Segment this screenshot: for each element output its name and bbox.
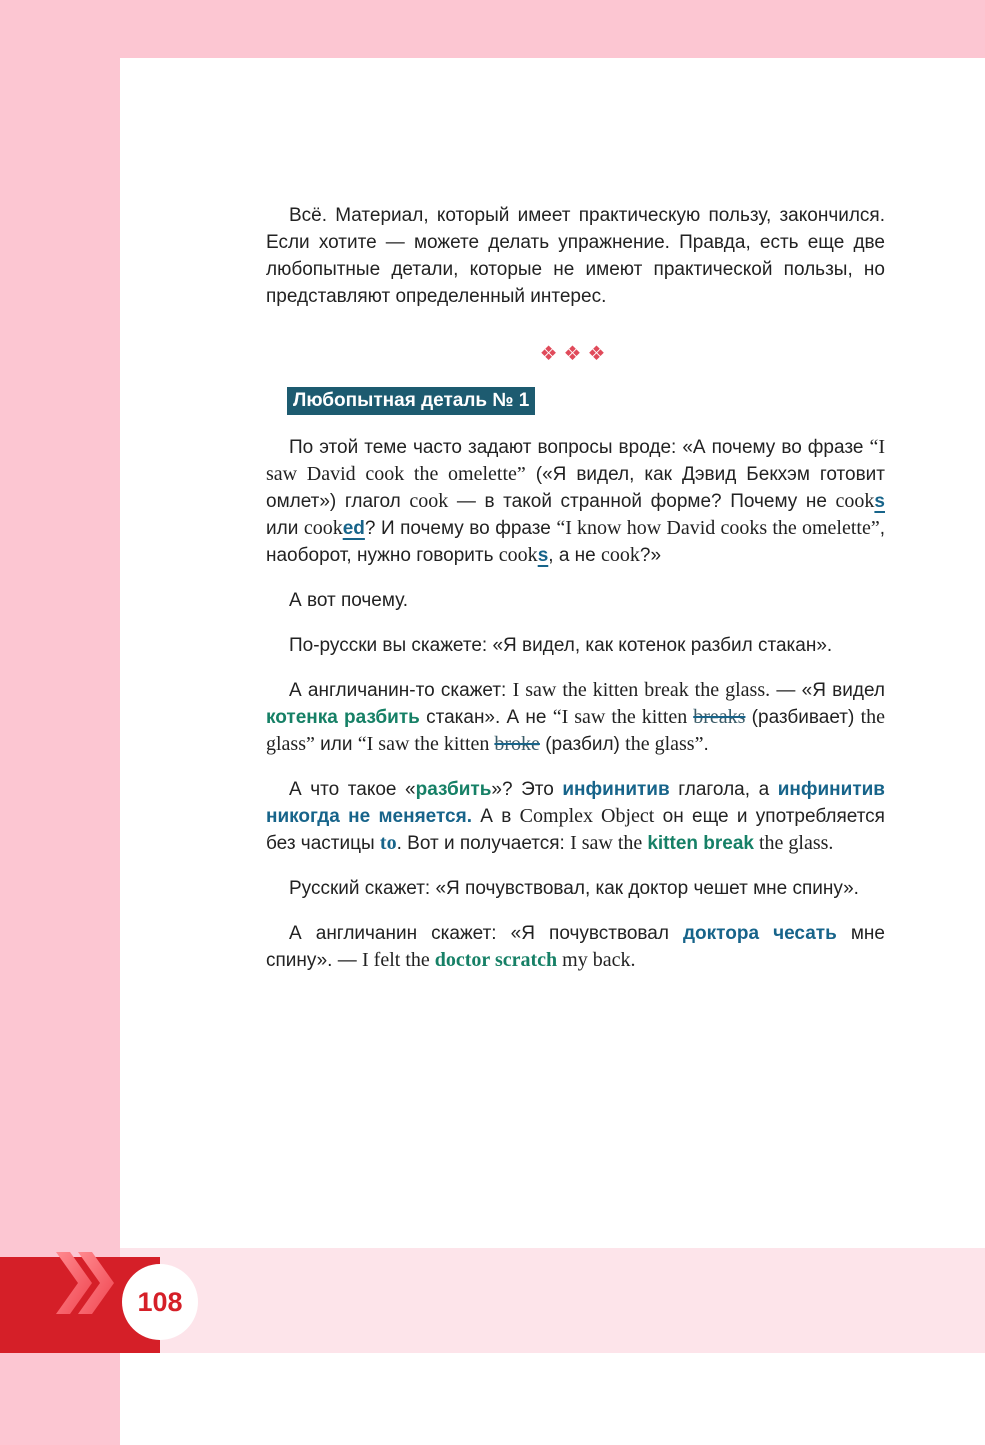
text-run: — «Я видел (770, 680, 885, 701)
text-run: ?» (639, 545, 662, 566)
english-phrase: “I saw the kitten (552, 706, 694, 728)
text-run: или (314, 734, 358, 755)
suffix-highlight: s (874, 491, 885, 512)
highlight-phrase: котенка разбить (266, 707, 420, 728)
section-badge: Любопытная деталь № 1 (287, 387, 535, 415)
text-run: А в (471, 806, 520, 827)
infinitive-rule-paragraph (266, 776, 885, 857)
highlight-phrase: doctor scratch (434, 949, 558, 971)
text-run: (разбивает) (745, 707, 861, 728)
english-word: cook (498, 544, 538, 566)
struck-word: broke (494, 733, 540, 755)
english-phrase: “I know how David cooks the omelette” (556, 517, 880, 539)
text-run: он еще и употребляется без частицы (266, 806, 885, 854)
highlight-particle: to (379, 832, 397, 854)
text-run: мне спину». — (266, 923, 885, 971)
russian-example-paragraph: По-русски вы скажете: «Я видел, как котенок разбил стакан». (289, 635, 833, 656)
english-phrase: “I saw the kitten (357, 733, 495, 755)
footer-strip (120, 1248, 985, 1353)
text-run: . Вот и получается: (396, 833, 571, 854)
english-phrase: “I saw David cook the omelette” (266, 436, 885, 485)
text-run: А англичанин-то скажет: (289, 680, 513, 701)
text-run: или (266, 518, 304, 539)
text-run: , наоборот, нужно говорить (266, 518, 885, 566)
section-heading-row (266, 387, 885, 417)
english-example-paragraph (266, 677, 885, 758)
english-word: cook (601, 544, 640, 566)
text-run: — в такой странной форме? Почему не (448, 491, 836, 512)
text-run: глагола, а (669, 779, 778, 800)
text-column (266, 202, 885, 974)
english-phrase: I saw the kitten break the glass. (512, 679, 771, 701)
text-run: По этой теме часто задают вопросы вроде: «А почему во фразе (289, 437, 870, 458)
text-run: . (703, 734, 709, 755)
struck-word: breaks (693, 706, 746, 728)
highlight-phrase: разбить (415, 779, 492, 800)
text-run: А англичанин скажет: «Я почувствовал (289, 923, 683, 944)
english-example-paragraph (266, 920, 885, 974)
page-number: 108 (122, 1264, 198, 1340)
highlight-phrase: доктора чесать (683, 923, 837, 944)
text-run: ? И почему во фразе (364, 518, 557, 539)
suffix-highlight: s (537, 545, 549, 566)
text-run: стакан». А не (419, 707, 553, 728)
suffix-highlight: ed (342, 518, 365, 539)
question-paragraph (266, 434, 885, 569)
english-term: Complex Object (519, 805, 655, 827)
english-phrase: I saw the (570, 832, 648, 854)
highlight-phrase: kitten break (647, 833, 754, 854)
text-run: , а не (548, 545, 602, 566)
double-chevron-icon (52, 1246, 118, 1320)
answer-lead-paragraph: А вот почему. (289, 590, 409, 611)
text-run: »? Это (491, 779, 563, 800)
english-word: cook (303, 517, 343, 539)
english-word: cook (409, 490, 449, 512)
highlight-term: инфинитив (562, 779, 670, 800)
section-ornament-icon: ❖❖❖ (539, 341, 612, 365)
english-phrase: I felt the (362, 949, 435, 971)
highlight-rule: инфинитив никогда не меняется. (266, 779, 885, 827)
english-phrase: the glass” (625, 733, 704, 755)
english-phrase: the glass” (266, 706, 886, 755)
english-phrase: my back. (557, 949, 636, 971)
text-run: («Я видел, как Дэвид Бекхэм готовит омлет») глагол (266, 464, 885, 512)
english-word: cook (835, 490, 875, 512)
english-phrase: the glass. (753, 832, 834, 854)
russian-example-paragraph: Русский скажет: «Я почувствовал, как доктор чешет мне спину». (289, 878, 859, 899)
intro-paragraph: Всё. Материал, который имеет практическую пользу, закончился. Если хотите — можете делать упражнение. Правда, есть еще две любопытные детали, которые не имеют практической пользы, но представляют определенный интерес. (266, 205, 885, 307)
text-run: (разбил) (539, 734, 626, 755)
text-run: А что такое « (289, 779, 416, 800)
